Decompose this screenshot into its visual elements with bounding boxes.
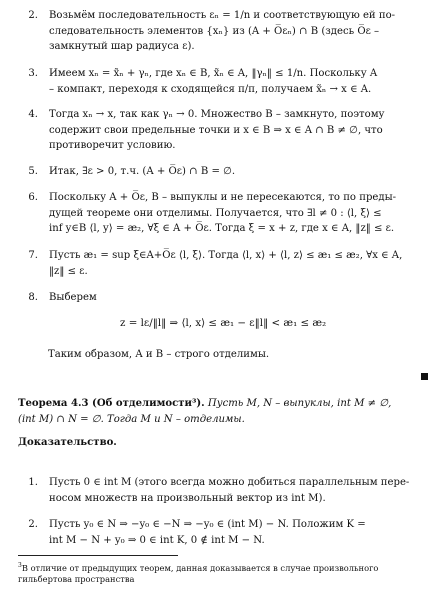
item-number: 2. [28,10,38,21]
list-item [20,475,432,506]
item-line: Пусть 0 ∈ int M (этого всегда можно добиться параллельным пере- [49,477,410,488]
item-number: 6. [28,192,38,203]
theorem-heading: Теорема 4.3 (Об отделимости³). [18,398,205,409]
item-number: 1. [28,477,38,488]
item-number: 4. [28,109,38,120]
item-line: дущей теореме они отделимы. Получается, что ∃l ≠ 0 : ⟨l, ξ⟩ ≤ [49,207,382,219]
list-item [20,248,432,279]
item-line: inf y∈B ⟨l, y⟩ = æ₂, ∀ξ ∈ A + O̅ε. Тогда ξ = x + z, где x ∈ A, ‖z‖ ≤ ε. [49,223,395,235]
item-line: – компакт, переходя к сходящейся п/п, получаем x̃ₙ → x ∈ A. [49,83,372,95]
item-line: Пусть æ₁ = sup ξ∈A+O̅ε ⟨l, ξ⟩. Тогда ⟨l, x⟩ + ⟨l, z⟩ ≤ æ₁ ≤ æ₂, ∀x ∈ A, [49,250,403,261]
list-item [20,517,432,548]
list-item [20,66,432,97]
footnote-line: гильбертова пространства [18,574,135,585]
item-line: Итак, ∃ε > 0, т.ч. (A + O̅ε) ∩ B = ∅. [49,166,236,177]
list-item [20,107,432,154]
footnote-rule [18,555,178,556]
conclusion-text: Таким образом, A и B – строго отделимы. [48,349,270,360]
footnote-line: В отличие от предыдущих теорем, данная доказывается в случае произвольного [21,562,379,573]
item-line: носом множеств на произвольный вектор из int M). [49,492,326,504]
item-line: Поскольку A + O̅ε, B – выпуклы и не пересекаются, то по преды- [49,192,397,203]
footnote-mark: 3 [18,562,22,569]
theorem-statement: Пусть M, N – выпуклы, int M ≠ ∅, [207,398,392,409]
item-line: Возьмём последовательность εₙ = 1/n и соответствующую ей по- [49,10,396,21]
theorem-block [18,396,432,427]
display-formula: z = lε/‖l‖ ⇒ ⟨l, x⟩ ≤ æ₁ − ε‖l‖ < æ₁ ≤ æ₂ [120,317,327,329]
item-line: следовательность элементов {xₙ} из (A + O̅εₙ) ∩ B (здесь O̅ε – [49,25,380,37]
item-number: 8. [28,292,38,303]
proof-heading: Доказательство. [18,437,117,448]
list-item [20,8,432,55]
item-line: Пусть y₀ ∈ N ⇒ −y₀ ∈ −N ⇒ −y₀ ∈ (int M) − N. Положим K = [49,519,366,530]
item-number: 7. [28,250,38,261]
list-item [20,290,432,306]
item-line: Выберем [49,292,97,303]
theorem-statement: (int M) ∩ N = ∅. Тогда M и N – отделимы. [18,413,245,425]
list-item [20,190,432,237]
footnote [18,560,432,586]
item-number: 5. [28,166,38,177]
item-line: int M − N + y₀ ⇒ 0 ∈ int K, 0 ∉ int M − N. [49,534,265,546]
qed-square-icon [421,373,428,380]
item-line: замкнутый шар радиуса ε). [49,41,195,53]
item-number: 3. [28,68,38,79]
item-line: Тогда xₙ → x, так как γₙ → 0. Множество B – замкнуто, поэтому [49,109,385,120]
item-number: 2. [28,519,38,530]
item-line: противоречит условию. [49,140,176,152]
item-line: Имеем xₙ = x̃ₙ + γₙ, где xₙ ∈ B, x̃ₙ ∈ A, ‖γₙ‖ ≤ 1/n. Поскольку A [49,68,378,79]
item-line: ‖z‖ ≤ ε. [49,265,88,277]
item-line: содержит свои предельные точки и x ∈ B ⇒ x ∈ A ∩ B ≠ ∅, что [49,124,383,136]
list-item [20,164,432,180]
